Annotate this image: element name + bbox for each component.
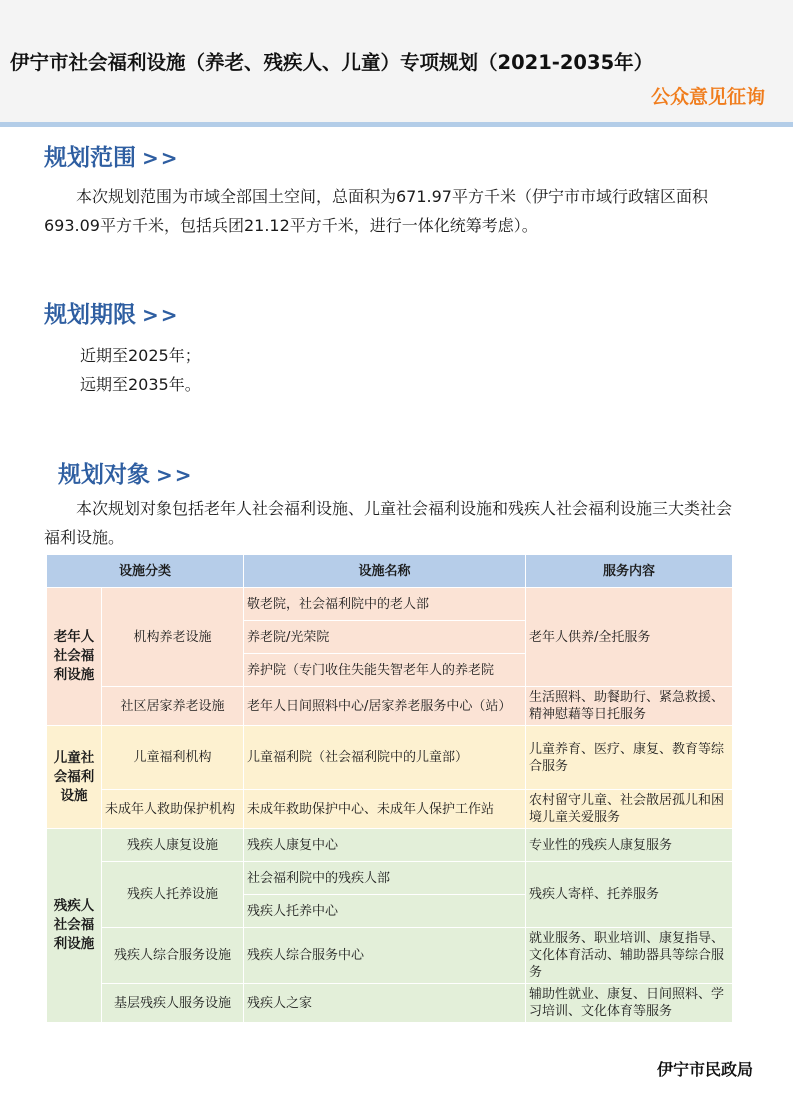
disabled-care-service: 残疾人寄样、托养服务: [526, 862, 733, 928]
elderly-community-subcategory: 社区居家养老设施: [102, 687, 244, 726]
children-minor-name: 未成年救助保护中心、未成年人保护工作站: [244, 790, 526, 829]
table-row: [47, 862, 733, 895]
facilities-table: [46, 554, 733, 1023]
children-minor-subcategory: 未成年人救助保护机构: [102, 790, 244, 829]
disabled-care-name-1: 社会福利院中的残疾人部: [244, 862, 526, 895]
table-row: [47, 984, 733, 1023]
page-subtitle: 公众意见征询: [650, 86, 765, 108]
children-welfare-name: 儿童福利院（社会福利院中的儿童部）: [244, 726, 526, 790]
header-service: 服务内容: [526, 555, 733, 588]
elderly-category: 老年人社会福利设施: [47, 588, 102, 726]
disabled-rehab-subcategory: 残疾人康复设施: [102, 829, 244, 862]
elderly-inst-name-2: 养老院/光荣院: [244, 621, 526, 654]
table-row: [47, 829, 733, 862]
table-row: [47, 687, 733, 726]
period-heading-text: 规划期限: [44, 302, 136, 328]
children-welfare-subcategory: 儿童福利机构: [102, 726, 244, 790]
objects-paragraph: 本次规划对象包括老年人社会福利设施、儿童社会福利设施和残疾人社会福利设施三大类社会福利设施。: [44, 499, 733, 547]
table-row: [47, 928, 733, 984]
children-minor-service: 农村留守儿童、社会散居孤儿和困境儿童关爱服务: [526, 790, 733, 829]
scope-heading-arrows: >>: [142, 146, 180, 170]
objects-heading: [58, 456, 194, 489]
children-welfare-service: 儿童养育、医疗、康复、教育等综合服务: [526, 726, 733, 790]
table-header-row: [47, 555, 733, 588]
header-category: 设施分类: [47, 555, 244, 588]
page-title: 伊宁市社会福利设施（养老、残疾人、儿童）专项规划（2021-2035年）: [10, 51, 654, 74]
elderly-community-name: 老年人日间照料中心/居家养老服务中心（站）: [244, 687, 526, 726]
elderly-inst-name-3: 养护院（专门收住失能失智老年人的养老院: [244, 654, 526, 687]
scope-heading-text: 规划范围: [44, 145, 136, 171]
disabled-base-service: 辅助性就业、康复、日间照料、学习培训、文化体育等服务: [526, 984, 733, 1023]
period-heading-arrows: >>: [142, 303, 180, 327]
header-name: 设施名称: [244, 555, 526, 588]
disabled-rehab-name: 残疾人康复中心: [244, 829, 526, 862]
disabled-category: 残疾人社会福利设施: [47, 829, 102, 1023]
table-row: [47, 726, 733, 790]
objects-heading-arrows: >>: [156, 463, 194, 487]
scope-heading: [44, 139, 180, 172]
scope-paragraph: 本次规划范围为市域全部国土空间，总面积为671.97平方千米（伊宁市市域行政辖区面积693.09平方千米，包括兵团21.12平方千米，进行一体化统筹考虑）。: [44, 187, 708, 235]
disabled-comprehensive-service: 就业服务、职业培训、康复指导、文化体育活动、辅助器具等综合服务: [526, 928, 733, 984]
disabled-base-subcategory: 基层残疾人服务设施: [102, 984, 244, 1023]
elderly-inst-service: 老年人供养/全托服务: [526, 588, 733, 687]
table-row: [47, 588, 733, 621]
elderly-community-service: 生活照料、助餐助行、紧急救援、精神慰藉等日托服务: [526, 687, 733, 726]
period-heading: [44, 296, 180, 329]
header-divider: [0, 122, 793, 127]
disabled-care-subcategory: 残疾人托养设施: [102, 862, 244, 928]
period-far: 远期至2035年。: [80, 375, 201, 394]
children-category: 儿童社会福利设施: [47, 726, 102, 829]
elderly-inst-name-1: 敬老院，社会福利院中的老人部: [244, 588, 526, 621]
disabled-rehab-service: 专业性的残疾人康复服务: [526, 829, 733, 862]
elderly-inst-subcategory: 机构养老设施: [102, 588, 244, 687]
period-near: 近期至2025年；: [80, 346, 201, 365]
objects-heading-text: 规划对象: [58, 462, 150, 488]
disabled-comprehensive-subcategory: 残疾人综合服务设施: [102, 928, 244, 984]
disabled-comprehensive-name: 残疾人综合服务中心: [244, 928, 526, 984]
disabled-care-name-2: 残疾人托养中心: [244, 895, 526, 928]
disabled-base-name: 残疾人之家: [244, 984, 526, 1023]
footer-organization: 伊宁市民政局: [656, 1060, 753, 1079]
table-row: [47, 790, 733, 829]
